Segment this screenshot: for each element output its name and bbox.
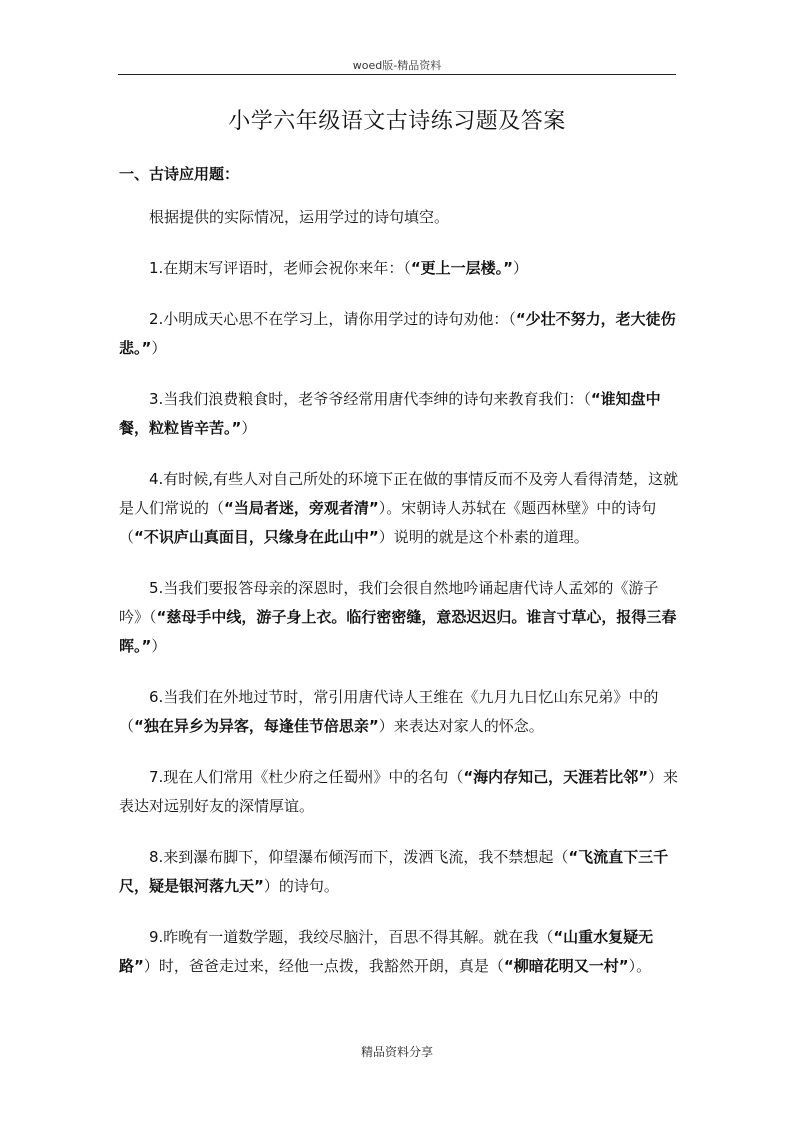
question-text: 7.现在人们常用《杜少府之任蜀州》中的名句（ <box>149 768 464 786</box>
answer-text: “柳暗花明又一村” <box>503 957 629 975</box>
question-text: ） <box>241 419 257 437</box>
question-text: ） <box>513 259 529 277</box>
question-text: ） <box>151 339 167 357</box>
question-text: ）来表达对远别好友的深情厚谊。 <box>119 768 679 815</box>
answer-text: “不识庐山真面目，只缘身在此山中” <box>134 528 379 546</box>
answer-text: “海内存知己，天涯若比邻” <box>463 768 649 786</box>
answer-text: “飞流直下三千尺，疑是银河落九天” <box>119 848 669 895</box>
question-9 <box>119 923 679 981</box>
answer-text: “少壮不努力，老大徒伤悲。” <box>119 310 676 357</box>
page-header: woed版-精品资料 <box>352 59 442 72</box>
section-heading: 一、古诗应用题： <box>119 165 240 183</box>
answer-text: “山重水复疑无路” <box>119 928 654 975</box>
answer-text: “慈母手中线，游子身上衣。临行密密缝，意恐迟迟归。谁言寸草心，报得三春晖。” <box>119 608 677 655</box>
answer-text: “谁知盘中餐，粒粒皆辛苦。” <box>119 390 661 437</box>
intro-paragraph: 根据提供的实际情况，运用学过的诗句填空。 <box>149 208 450 226</box>
question-text: 9.昨晚有一道数学题，我绞尽脑汁，百思不得其解。就在我（ <box>149 928 554 946</box>
answer-text: “更上一层楼。” <box>410 259 514 277</box>
question-4 <box>119 465 679 552</box>
question-text: ）。宋朝诗人苏轼在《题西林壁》中的诗句（ <box>119 499 657 546</box>
answer-text: “独在异乡为异客，每逢佳节倍思亲” <box>134 717 379 735</box>
page-footer: 精品资料分享 <box>360 1045 433 1059</box>
question-text: 2.小明成天心思不在学习上，请你用学过的诗句劝他：（ <box>149 310 516 328</box>
question-text: ） <box>151 637 167 655</box>
question-8 <box>119 843 679 901</box>
document-body <box>119 203 679 1003</box>
question-text: ）的诗句。 <box>263 877 339 895</box>
question-1 <box>119 254 679 283</box>
question-2 <box>119 305 679 363</box>
header-divider <box>118 74 676 75</box>
question-7 <box>119 763 679 821</box>
question-text: ）。 <box>628 957 652 975</box>
question-text: 1.在期末写评语时，老师会祝你来年：（ <box>149 259 411 277</box>
question-text: 8.来到瀑布脚下，仰望瀑布倾泻而下，泼洒飞流，我不禁想起（ <box>149 848 569 866</box>
question-3 <box>119 385 679 443</box>
question-text: 5.当我们要报答母亲的深恩时，我们会很自然地吟诵起唐代诗人孟郊的《游子吟》（ <box>119 579 659 626</box>
question-text: 3.当我们浪费粮食时，老爷爷经常用唐代李绅的诗句来教育我们：（ <box>149 390 591 408</box>
question-text: ）时，爸爸走过来，经他一点拨，我豁然开朗，真是（ <box>143 957 504 975</box>
question-6 <box>119 683 679 741</box>
answer-text: “当局者迷，旁观者清” <box>224 499 379 517</box>
question-text: ）说明的就是这个朴素的道理。 <box>378 528 589 546</box>
question-text: 6.当我们在外地过节时，常引用唐代诗人王维在《九月九日忆山东兄弟》中的（ <box>119 688 659 735</box>
question-5 <box>119 574 679 661</box>
question-text: ）来表达对家人的怀念。 <box>378 717 544 735</box>
question-text: 4.有时候,有些人对自己所处的环境下正在做的事情反而不及旁人看得清楚，这就是人们常说的（ <box>119 470 679 517</box>
document-title: 小学六年级语文古诗练习题及答案 <box>228 109 566 134</box>
